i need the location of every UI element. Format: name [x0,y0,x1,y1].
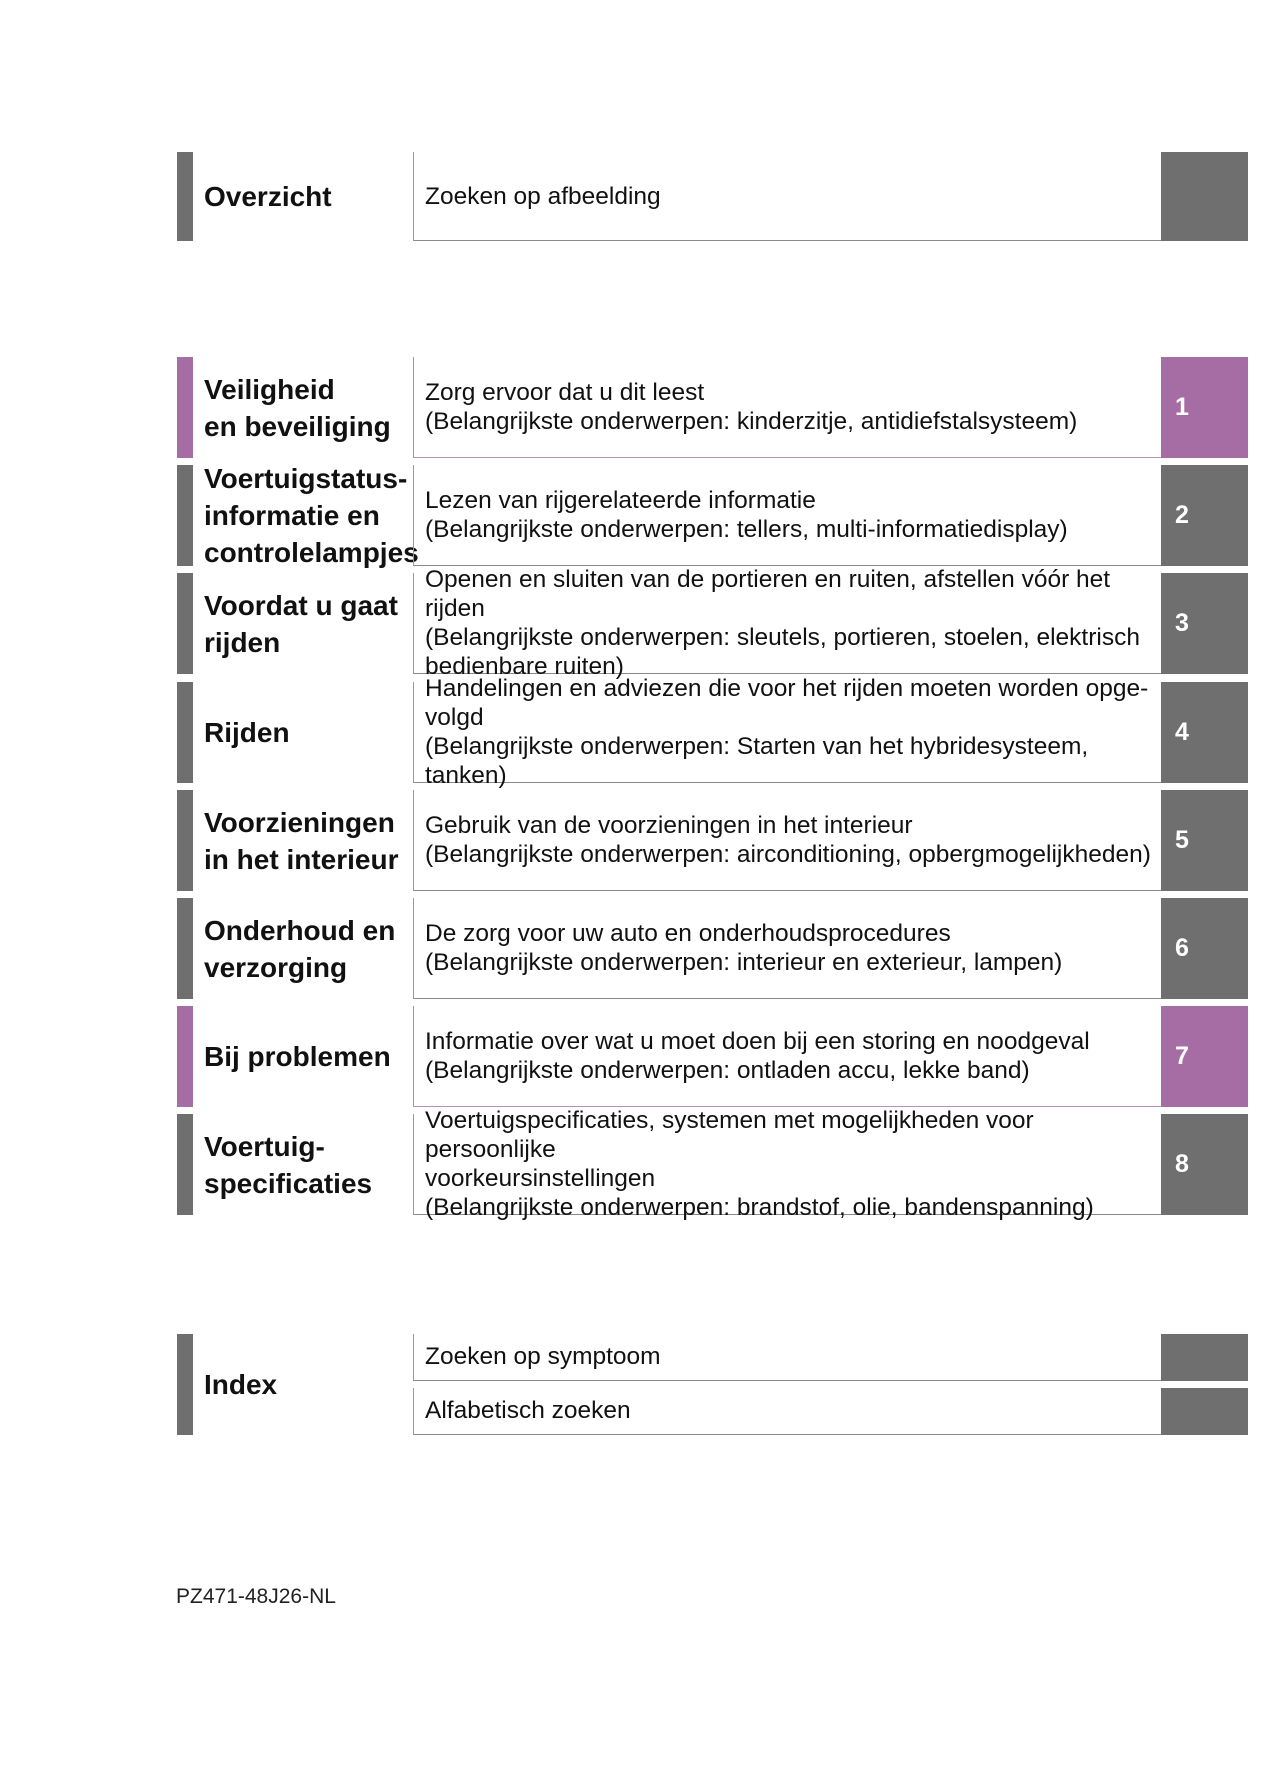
index-tab-symptom[interactable] [1161,1334,1248,1381]
chapter-row-1[interactable] [177,357,1248,458]
chapter-desc-text: Lezen van rijgerelateerde informatie (Belangrijkste onderwerpen: tellers, multi-informatiedisplay) [425,487,1068,543]
index-tab-alphabetical[interactable] [1161,1388,1248,1435]
chapter-accent-bar [177,573,193,674]
chapter-desc-text: Informatie over wat u moet doen bij een storing en noodgeval (Belangrijkste onderwerpen: ontladen accu, lekke band) [425,1028,1090,1084]
index-item-label: Alfabetisch zoeken [425,1397,631,1424]
chapter-title: Voordat u gaat rijden [204,589,398,658]
chapter-desc-text: Gebruik van de voorzieningen in het interieur (Belangrijkste onderwerpen: airconditioning, opbergmogelijkheden) [425,812,1151,868]
chapter-row-5[interactable] [177,790,1248,891]
chapter-title: Voorzieningen in het interieur [204,806,399,875]
chapter-desc-text: Openen en sluiten van de portieren en ruiten, afstellen vóór het rijden (Belangrijkste onderwerpen: sleutels, portieren, stoelen, elektrisch bedienbare ruiten) [425,566,1140,680]
index-title: Index [204,1369,278,1400]
chapter-desc[interactable] [413,675,1161,789]
overview-desc-text: Zoeken op afbeelding [425,182,661,210]
overview-row[interactable] [177,152,1248,241]
chapter-desc[interactable] [413,898,1161,999]
chapter-accent-bar [177,682,193,783]
chapter-number-tab[interactable]: 5 [1161,790,1248,891]
chapter-row-6[interactable] [177,898,1248,999]
chapter-title: Voertuig- specificaties [204,1130,373,1199]
chapter-row-3[interactable] [177,566,1248,680]
chapter-number-tab[interactable]: 4 [1161,682,1248,783]
index-item-alphabetical[interactable] [413,1388,1161,1435]
chapter-desc[interactable] [413,566,1161,680]
document-code: PZ471-48J26-NL [176,1585,336,1608]
overview-tab[interactable] [1161,152,1248,241]
overview-accent-bar [177,152,193,241]
chapter-row-2[interactable] [177,465,1248,566]
chapter-title: Onderhoud en verzorging [204,914,396,983]
chapter-number-tab[interactable]: 1 [1161,357,1248,458]
chapter-title: Voertuigstatus- informatie en controlelampjes [204,463,419,568]
chapter-row-7[interactable] [177,1006,1248,1107]
chapter-number-tab[interactable]: 3 [1161,573,1248,674]
chapter-desc-text: De zorg voor uw auto en onderhoudsprocedures (Belangrijkste onderwerpen: interieur en exterieur, lampen) [425,920,1063,976]
chapter-number-tab[interactable]: 6 [1161,898,1248,999]
chapter-title: Bij problemen [204,1041,391,1072]
overview-desc[interactable] [413,152,1161,241]
chapter-title: Veiligheid en beveiliging [204,373,391,442]
chapter-accent-bar [177,790,193,891]
index-item-label: Zoeken op symptoom [425,1343,661,1370]
chapter-accent-bar [177,465,193,566]
chapter-number-tab[interactable]: 8 [1161,1114,1248,1215]
chapter-number-tab[interactable]: 7 [1161,1006,1248,1107]
chapter-desc-text: Zorg ervoor dat u dit leest (Belangrijkste onderwerpen: kinderzitje, antidiefstalsysteem) [425,379,1078,435]
chapter-desc-text: Voertuigspecificaties, systemen met mogelijkheden voor persoonlijke voorkeursinstellingen (Belangrijkste onderwerpen: brandstof, olie, bandenspanning) [425,1107,1094,1221]
chapter-desc[interactable] [413,357,1161,458]
chapter-title: Rijden [204,717,290,748]
chapter-row-4[interactable] [177,675,1248,789]
chapter-accent-bar [177,1114,193,1215]
chapter-accent-bar [177,1006,193,1107]
chapter-desc[interactable] [413,790,1161,891]
chapter-desc-text: Handelingen en adviezen die voor het rijden moeten worden opge- volgd (Belangrijkste onderwerpen: Starten van het hybridesysteem, tanken) [425,675,1149,789]
chapter-number-tab[interactable]: 2 [1161,465,1248,566]
overview-title: Overzicht [204,181,332,212]
chapter-accent-bar [177,357,193,458]
index-item-symptom[interactable] [413,1334,1161,1381]
chapter-desc[interactable] [413,1006,1161,1107]
chapter-accent-bar [177,898,193,999]
index-accent-bar [177,1334,193,1435]
chapter-desc[interactable] [413,1107,1161,1221]
chapter-desc[interactable] [413,465,1161,566]
chapter-row-8[interactable] [177,1107,1248,1221]
index-row [177,1334,1248,1435]
